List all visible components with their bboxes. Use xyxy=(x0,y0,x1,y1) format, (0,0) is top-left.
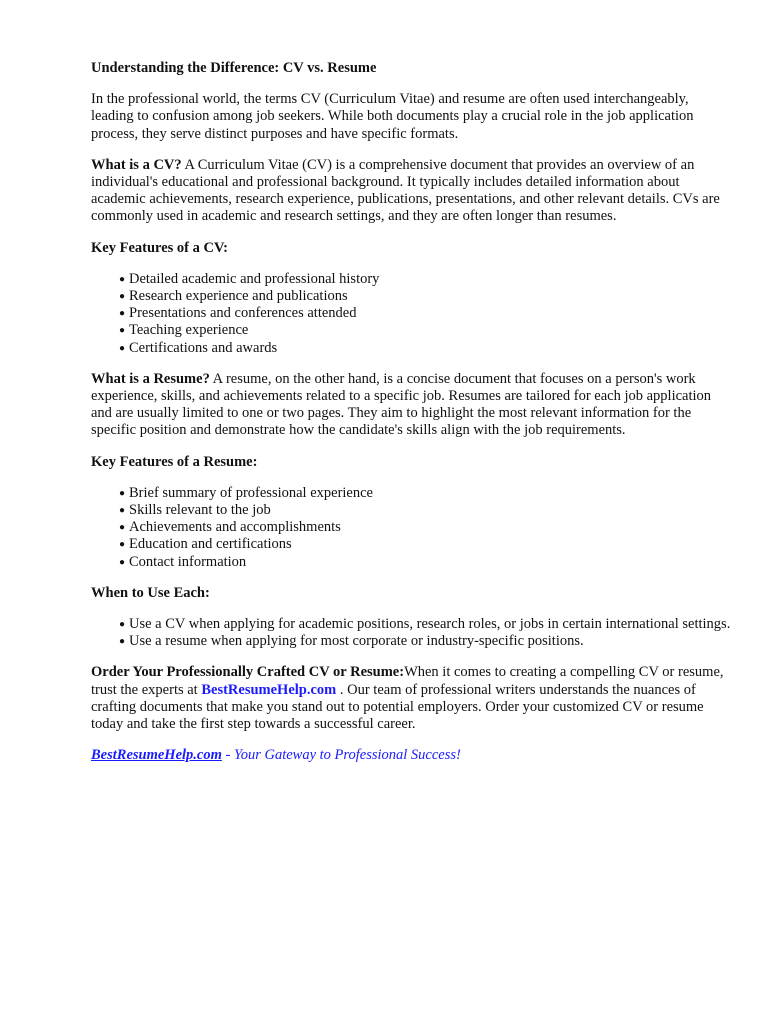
cv-text: A Curriculum Vitae (CV) is a comprehensive document that provides an overview of an individual's educational and professional background. It typically includes detailed information about academic achievements, research experience, publications, presentations, and other relevant details. CVs are commonly used in academic and research settings, and they are often longer than resumes. xyxy=(91,156,720,225)
cv-features-list xyxy=(91,271,731,357)
bullet-icon: ● xyxy=(119,273,126,285)
bullet-icon: ● xyxy=(119,505,126,517)
list-item: ● Achievements and accomplishments xyxy=(119,519,341,536)
bullet-icon: ● xyxy=(119,487,126,499)
tagline-text: - Your Gateway to Professional Success! xyxy=(221,747,461,764)
list-item: ● Use a CV when applying for academic positions, research roles, or jobs in certain international settings. xyxy=(119,616,731,633)
tagline xyxy=(91,747,731,764)
bullet-icon: ● xyxy=(119,636,126,648)
when-to-use-heading: When to Use Each: xyxy=(91,584,210,601)
intro-paragraph: In the professional world, the terms CV (Curriculum Vitae) and resume are often used interchangeably, leading to confusion among job seekers. While both documents play a crucial role in the job application process, they serve distinct purposes and have specific formats. xyxy=(91,91,694,142)
order-paragraph xyxy=(91,664,731,733)
order-text-before: When it comes to creating a compelling CV or resume, trust the experts at xyxy=(91,664,724,698)
bullet-icon: ● xyxy=(119,325,126,337)
list-item: ● Teaching experience xyxy=(119,322,249,339)
bullet-icon: ● xyxy=(119,291,126,303)
bestresumehelp-link[interactable]: BestResumeHelp.com xyxy=(201,681,337,698)
list-item: ● Education and certifications xyxy=(119,536,292,553)
when-to-use-list xyxy=(91,616,731,650)
list-item: ● Certifications and awards xyxy=(119,339,278,356)
list-item: ● Skills relevant to the job xyxy=(119,502,271,519)
bullet-icon: ● xyxy=(119,556,126,568)
resume-definition-paragraph xyxy=(91,371,731,440)
resume-lead: What is a Resume? xyxy=(91,370,210,387)
list-item: ● Contact information xyxy=(119,553,247,570)
bullet-icon: ● xyxy=(119,308,126,320)
cv-definition-paragraph xyxy=(91,157,731,226)
resume-features-heading: Key Features of a Resume: xyxy=(91,453,258,470)
bullet-icon: ● xyxy=(119,342,126,354)
resume-features-list xyxy=(91,485,731,571)
list-item: ● Use a resume when applying for most corporate or industry-specific positions. xyxy=(119,633,584,650)
cv-features-heading: Key Features of a CV: xyxy=(91,239,228,256)
resume-text: A resume, on the other hand, is a concise document that focuses on a person's work experience, skills, and achievements related to a specific job. Resumes are tailored for each job application and are usually limited to one or two pages. They aim to highlight the most relevant information for the specific position and demonstrate how the candidate's skills align with the job requirements. xyxy=(91,370,712,439)
bullet-icon: ● xyxy=(119,619,126,631)
order-lead: Order Your Professionally Crafted CV or Resume: xyxy=(91,664,405,681)
order-text-after: . Our team of professional writers understands the nuances of crafting documents that make you stand out to potential employers. Order your customized CV or resume today and take the first step towards a successful career. xyxy=(91,681,704,733)
tagline-link[interactable]: BestResumeHelp.com xyxy=(91,747,222,764)
list-item: ● Brief summary of professional experience xyxy=(119,484,373,501)
list-item: ● Presentations and conferences attended xyxy=(119,305,357,322)
list-item: ● Detailed academic and professional history xyxy=(119,270,380,287)
document-title: Understanding the Difference: CV vs. Resume xyxy=(91,60,377,76)
cv-lead: What is a CV? xyxy=(91,156,182,173)
list-item: ● Research experience and publications xyxy=(119,288,348,305)
bullet-icon: ● xyxy=(119,539,126,551)
bullet-icon: ● xyxy=(119,522,126,534)
document-page xyxy=(91,60,731,779)
